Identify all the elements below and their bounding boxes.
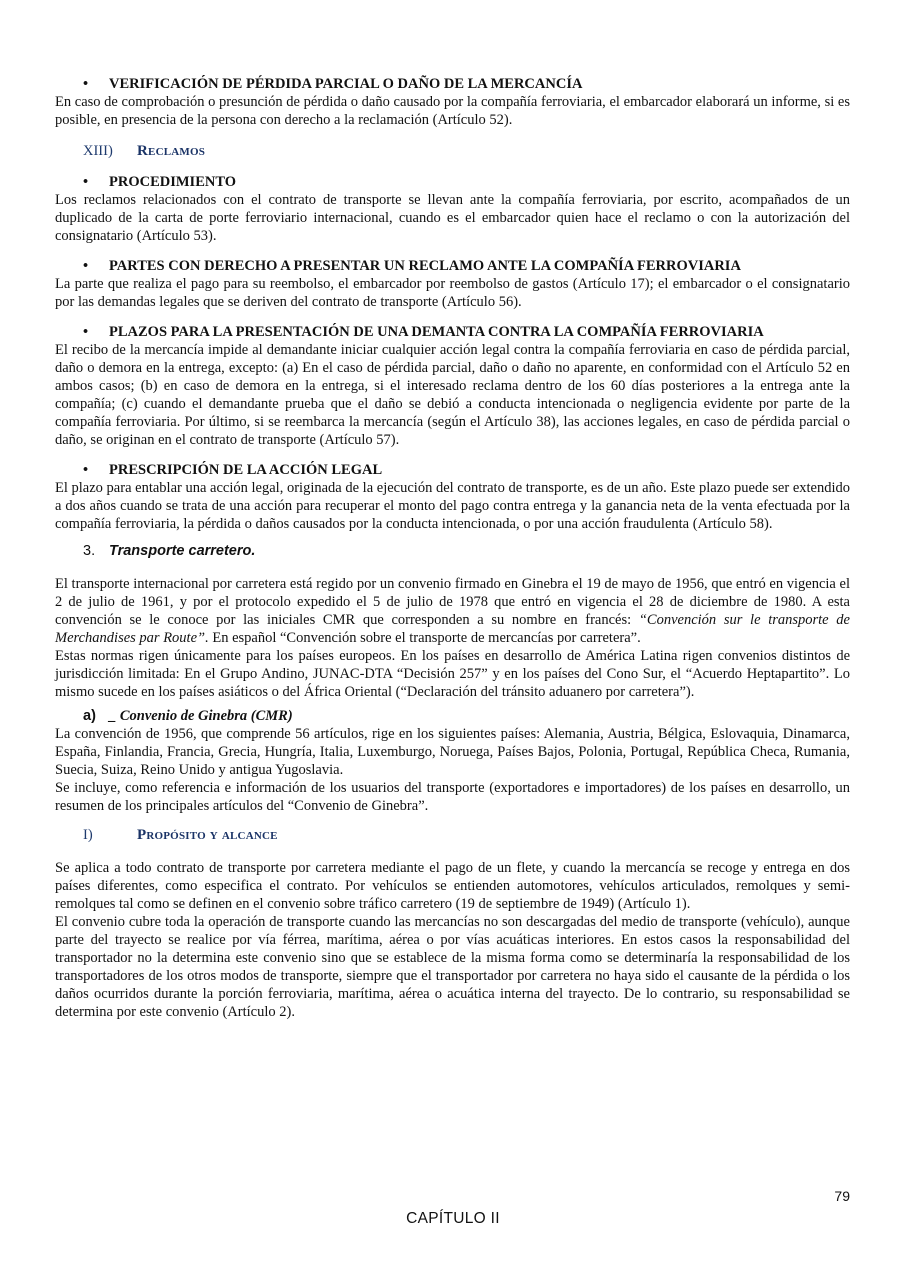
- subsection-heading-transporte-carretero: [55, 541, 850, 561]
- bullet-icon: •: [83, 76, 89, 92]
- section-number: I): [83, 827, 93, 843]
- heading-convenio-ginebra: [55, 707, 850, 725]
- subsection-number: 3.: [83, 543, 96, 559]
- bullet-icon: •: [83, 462, 89, 478]
- section-title: Propósito y alcance: [137, 827, 278, 843]
- paragraph-procedimiento: Los reclamos relacionados con el contrato de transporte se llevan ante la compañía ferroviaria, por escrito, acompañados de un duplicado de la carta de porte ferroviario internacional, cuando es el embarcador quien hace el reclamo o con la autorización del consignatario (Artículo 53).: [55, 192, 850, 244]
- section-number: XIII): [83, 143, 113, 159]
- heading-plazos: • PLAZOS PARA LA PRESENTACIÓN DE UNA DEMANTA CONTRA LA COMPAÑÍA FERROVIARIA: [83, 324, 764, 340]
- paragraph-resumen: Se incluye, como referencia e información de los usuarios del transporte (exportadores e importadores) de los países en desarrollo, un resumen de los principales artículos del “Convenio de Ginebra”.: [55, 780, 850, 814]
- paragraph-partes: La parte que realiza el pago para su reembolso, el embarcador por reembolso de gastos (Artículo 17); el embarcador o el consignatario por las demandas legales que se deriven del contrato de transporte (Artículo 56).: [55, 276, 850, 310]
- paragraph-plazos: El recibo de la mercancía impide al demandante iniciar cualquier acción legal contra la compañía ferroviaria en caso de pérdida parcial, daño o demora en la entrega, excepto: (a) En el caso de pérdida parcial, daño o daño no aparente, en conformidad con el Artículo 52 en ambos casos; (b) en caso de demora en la entrega, si el interesado reclama dentro de los 60 días posteriores a la entrega ante la compañía; (c) cuando el demandante prueba que el daño se debió a conducta intencionada o negligencia evidente por parte de la compañía ferroviaria. Por último, si se reembarca la mercancía (según el Artículo 38), las acciones legales, en caso de pérdida parcial o daño, se originan en el contrato de transporte (Artículo 57).: [55, 342, 850, 448]
- bullet-icon: •: [83, 174, 89, 190]
- heading-prescripcion: • PRESCRIPCIÓN DE LA ACCIÓN LEGAL: [83, 462, 383, 478]
- heading-partes: • PARTES CON DERECHO A PRESENTAR UN RECLAMO ANTE LA COMPAÑÍA FERROVIARIA: [83, 258, 741, 274]
- paragraph-paises: La convención de 1956, que comprende 56 artículos, rige en los siguientes países: Alemania, Austria, Bélgica, Eslovaquia, Dinamarca, España, Finlandia, Francia, Grecia, Hungría, Italia, Luxemburgo, Noruega, Países Bajos, Polonia, Portugal, República Checa, Rumania, Suecia, Suiza, Reino Unido y antigua Yugoslavia.: [55, 726, 850, 778]
- subsection-title: Transporte carretero.: [109, 543, 256, 559]
- chapter-footer: CAPÍTULO II: [406, 1210, 500, 1227]
- section-heading-reclamos: [55, 141, 850, 161]
- heading-verificacion: • VERIFICACIÓN DE PÉRDIDA PARCIAL O DAÑO DE LA MERCANCÍA: [83, 76, 583, 92]
- bullet-icon: •: [83, 258, 89, 274]
- bullet-icon: •: [83, 324, 89, 340]
- paragraph-normas: Estas normas rigen únicamente para los países europeos. En los países en desarrollo de América Latina rigen convenios distintos de jurisdicción limitada: En el Grupo Andino, JUNAC-DTA “Decisión 257” y en los países del Cono Sur, el “Acuerdo Heptapartito”. Lo mismo sucede en los países asiáticos o del África Oriental (“Declaración del tránsito aduanero por carretera”).: [55, 648, 850, 700]
- paragraph-aplicacion: Se aplica a todo contrato de transporte por carretera mediante el pago de un flete, y cuando la mercancía se recoge y entrega en dos países diferentes, como especifica el contrato. Por vehículos se entienden automotores, vehículos articulados, remolques y semi-remolques tal como se definen en el convenio sobre tráfico carretero (19 de septiembre de 1949) (Artículo 1).: [55, 860, 850, 912]
- heading-procedimiento: • PROCEDIMIENTO: [83, 174, 237, 190]
- page-number: 79: [834, 1188, 850, 1204]
- paragraph-cobertura: El convenio cubre toda la operación de transporte cuando las mercancías no son descargadas del medio de transporte (vehículo), aunque parte del trayecto se realice por vía férrea, marítima, aérea o por vías acuáticas interiores. En estos casos la responsabilidad del transportador no la determina este convenio sino que se establece de la misma forma como se determinaría la responsabilidad de los transportadores de los otros modos de transporte, siempre que el transportador por carretera no haya sido el causante de la pérdida o los daños ocurridos durante la porción ferroviaria, marítima, aérea o acuática interna del trayecto. De lo contrario, su responsabilidad se determina por este convenio (Artículo 2).: [55, 914, 850, 1020]
- page-content: [55, 75, 850, 1021]
- section-heading-proposito: [55, 825, 850, 845]
- item-label: a): [83, 708, 96, 724]
- paragraph-prescripcion: El plazo para entablar una acción legal, originada de la ejecución del contrato de transporte, es de un año. Este plazo puede ser extendido a dos años cuando se trata de una acción para recuperar el monto del pago contra entrega y la ganancia neta de la venta efectuada por la compañía ferroviaria, la pérdida o daños causados por la conducta intencionada, o por una acción fraudulenta (Artículo 58).: [55, 480, 850, 532]
- item-title: _ Convenio de Ginebra (CMR): [109, 708, 293, 724]
- paragraph-verificacion: En caso de comprobación o presunción de pérdida o daño causado por la compañía ferroviaria, el embarcador elaborará un informe, si es posible, en presencia de la persona con derecho a la reclamación (Artículo 52).: [55, 94, 850, 128]
- paragraph-convenio-intro: El transporte internacional por carretera está regido por un convenio firmado en Ginebra el 19 de mayo de 1956, que entró en vigencia el 2 de julio de 1961, y por el protocolo expedido el 5 de julio de 1978 que entró en vigencia el 28 de diciembre de 1980. A esta convención se le conoce por las iniciales CMR que corresponden a su nombre en francés: “Convención sur le transporte de Merchandises par Route”. En español “Convención sobre el transporte de mercancías por carretera”.: [55, 576, 850, 646]
- section-title: Reclamos: [137, 143, 206, 159]
